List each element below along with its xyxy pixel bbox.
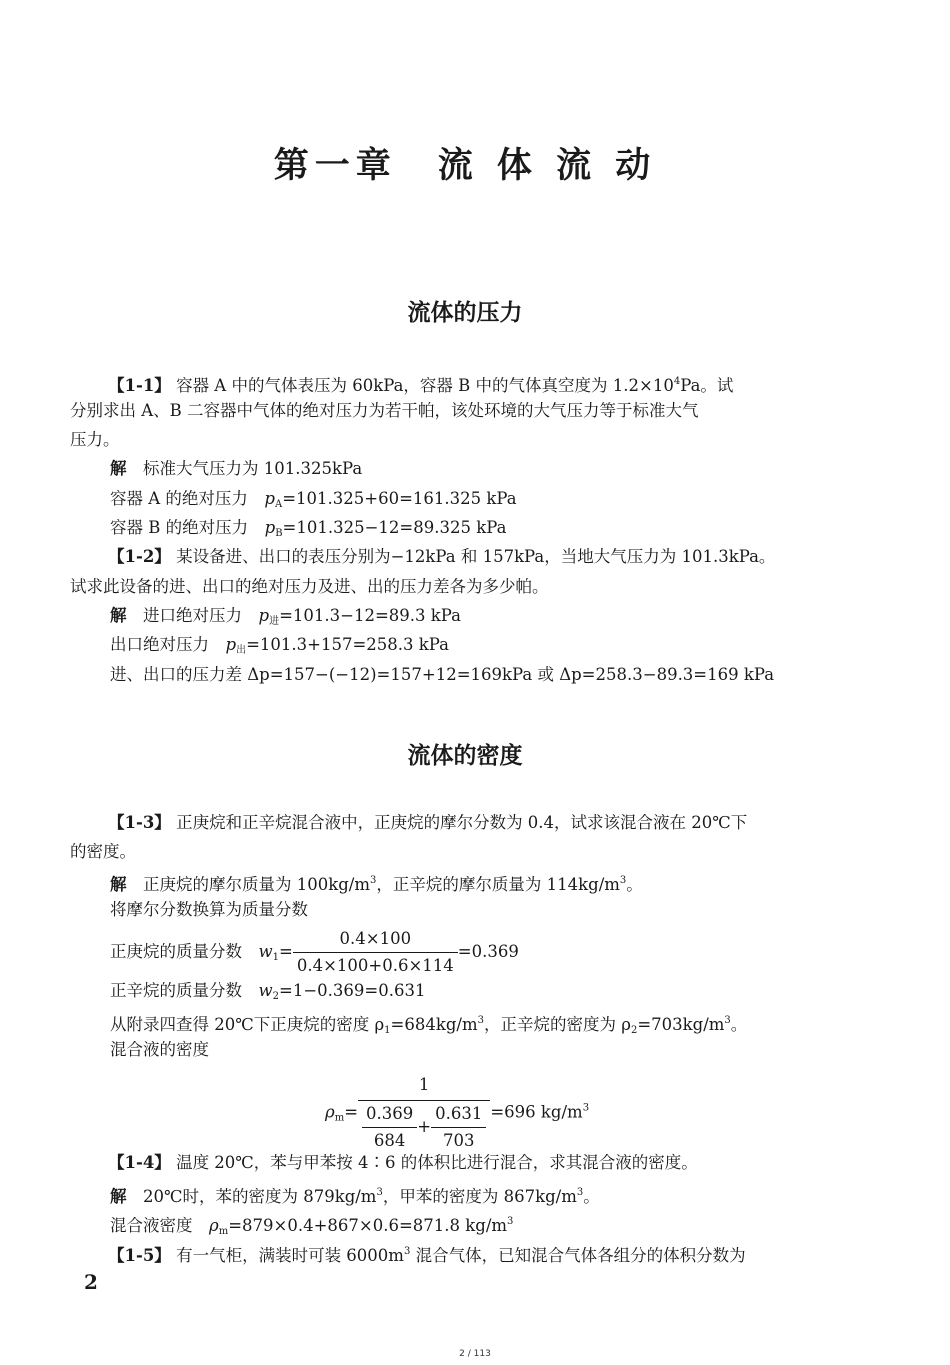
fraction [358,1074,490,1152]
problem-text: Pa。试 [680,376,734,395]
problem-text: 容器 A 中的气体表压为 60kPa，容器 B 中的气体真空度为 1.2×10 [176,376,674,395]
equation-result: =696 kg/m [490,1102,583,1122]
solution-1-1-line-2 [110,488,517,516]
solution-1-4-line-2 [110,1211,513,1243]
subscript: 2 [630,1025,638,1036]
exponent: 3 [576,1187,584,1198]
section-title-density: 流体的密度 [407,742,523,769]
solution-text: 容器 B 的绝对压力 [110,518,249,537]
variable: ρ [325,1102,335,1122]
solution-text: ，正辛烷的密度为 ρ [484,1015,631,1034]
fraction-numerator: 0.369 [362,1103,417,1128]
fraction-denominator: 703 [442,1131,475,1150]
problem-text: 温度 20℃，苯与甲苯按 4∶6 的体积比进行混合，求其混合液的密度。 [176,1153,698,1172]
solution-text: ，正辛烷的摩尔质量为 114kg/m [376,875,620,894]
fraction-inner-1 [362,1103,417,1152]
problem-1-1-line-3: 压力。 [70,430,120,449]
subscript: A [274,499,283,510]
variable: p [264,489,275,508]
fraction-numerator: 0.4×100 [293,928,458,953]
solution-1-4-line-1 [110,1182,600,1208]
solution-label: 解 [110,459,127,478]
solution-text: =684kg/m [390,1015,478,1034]
problem-tag: 【1-1】 [108,376,171,395]
fraction-denominator [358,1101,490,1152]
variable: w [258,981,273,1000]
problem-1-3-line-2: 的密度。 [70,842,136,861]
fraction-denominator: 0.4×100+0.6×114 [296,956,454,975]
subscript: 1 [272,952,279,963]
problem-1-1-line-2: 分别求出 A、B 二容器中气体的绝对压力为若干帕，该处环境的大气压力等于标准大气 [70,401,699,420]
fraction-numerator: 1 [358,1074,490,1101]
solution-text: 正辛烷的质量分数 [110,981,242,1000]
subscript: 出 [236,645,247,656]
problem-text: 有一气柜，满装时可装 6000m [176,1246,404,1265]
solution-text: 从附录四查得 20℃下正庚烷的密度 ρ [110,1015,385,1034]
subscript: m [218,1226,229,1237]
solution-1-2-line-3: 进、出口的压力差 Δp=157−(−12)=157+12=169kPa 或 Δp=258.3−89.3=169 kPa [110,665,775,684]
problem-text: 混合气体，已知混合气体各组分的体积分数为 [410,1246,746,1265]
solution-label: 解 [110,875,127,894]
chapter-title: 第一章 流 体 流 动 [273,146,657,186]
mixture-density-equation: $\rho_m=$ 1 $\frac{0.369}{684}$ + $\frac{0.631}{703}$ =696 $kg/m^3$ [325,1075,590,1150]
page-indicator: 2 / 113 [459,1349,491,1359]
solution-1-3-line-3 [110,1010,747,1042]
mass-fraction-w2-equation [110,980,425,1008]
solution-label: 解 [110,606,127,625]
problem-1-2-line-2: 试求此设备的进、出口的绝对压力及进、出的压力差各为多少帕。 [70,577,549,596]
fraction [293,928,458,977]
problem-tag: 【1-2】 [108,547,171,566]
solution-text: 标准大气压力为 101.325kPa [143,459,363,478]
problem-1-2-line-1 [108,546,775,568]
problem-1-3-line-1 [108,812,747,834]
fraction-inner-2 [431,1103,486,1152]
page-number: 2 [84,1270,98,1294]
problem-1-5-line-1 [108,1241,746,1267]
problem-1-4-line-1 [108,1152,698,1174]
problem-1-1-line-1 [108,371,733,397]
exponent: 3 [724,1015,731,1026]
problem-tag: 【1-4】 [108,1153,171,1172]
equation: =879×0.4+867×0.6=871.8 kg/m [228,1216,508,1235]
solution-text: 出口绝对压力 [110,635,209,654]
subscript: m [334,1112,345,1124]
exponent: 3 [619,875,627,886]
equation: =101.325+60=161.325 kPa [282,489,517,508]
subscript: 1 [384,1025,391,1036]
equation: =101.3+157=258.3 kPa [246,635,449,654]
variable: w [258,942,273,961]
exponent: 3 [582,1102,590,1114]
equation: =101.325−12=89.325 kPa [282,518,507,537]
equation: =101.3−12=89.3 kPa [279,606,461,625]
solution-text: 正庚烷的质量分数 [110,942,242,961]
exponent: 3 [376,1187,383,1198]
subscript: 进 [269,616,280,627]
solution-1-1-line-3 [110,517,506,545]
variable: p [258,606,270,625]
fraction-denominator: 684 [373,1131,406,1150]
solution-1-3-line-2: 将摩尔分数换算为质量分数 [110,900,308,919]
problem-text: 正庚烷和正辛烷混合液中，正庚烷的摩尔分数为 0.4，试求该混合液在 20℃下 [176,813,748,832]
solution-1-3-line-1 [110,870,643,896]
equation-result: =0.369 [457,942,519,961]
exponent: 3 [477,1015,484,1026]
exponent: 3 [507,1216,514,1227]
problem-tag: 【1-5】 [108,1246,171,1265]
exponent: 4 [673,376,681,387]
fraction-numerator: 0.631 [431,1103,486,1128]
solution-text: 20℃时，苯的密度为 879kg/m [143,1187,377,1206]
subscript: B [275,528,283,539]
solution-1-1-line-1 [110,458,362,480]
solution-label: 解 [110,1187,127,1206]
variable: ρ [209,1216,219,1235]
solution-text: 容器 A 的绝对压力 [110,489,248,508]
exponent: 3 [403,1246,411,1257]
exponent: 3 [370,875,377,886]
solution-1-2-line-1 [110,605,461,633]
equation: =1−0.369=0.631 [279,981,426,1000]
problem-text: 某设备进、出口的表压分别为−12kPa 和 157kPa，当地大气压力为 101.3kPa。 [176,547,776,566]
problem-tag: 【1-3】 [108,813,171,832]
subscript: 2 [272,991,279,1002]
variable: p [225,635,237,654]
solution-text: 。 [626,875,643,894]
solution-text: 混合液密度 [110,1216,193,1235]
mass-fraction-w1-equation: 正庚烷的质量分数 $w_1=$ $\frac{0.4\times 100}{0.4\times 100+0.6\times 114}$ =0.369 [110,929,519,975]
solution-text: =703kg/m [637,1015,725,1034]
solution-text: 。 [730,1015,748,1034]
solution-1-2-line-2 [110,634,449,662]
plus-sign: + [417,1117,432,1136]
solution-text: 进口绝对压力 [143,606,242,625]
solution-1-3-line-4: 混合液的密度 [110,1040,209,1059]
variable: p [264,518,276,537]
solution-text: ，甲苯的密度为 867kg/m [382,1187,577,1206]
solution-text: 。 [583,1187,600,1206]
solution-text: 正庚烷的摩尔质量为 100kg/m [143,875,371,894]
section-title-pressure: 流体的压力 [407,299,523,326]
